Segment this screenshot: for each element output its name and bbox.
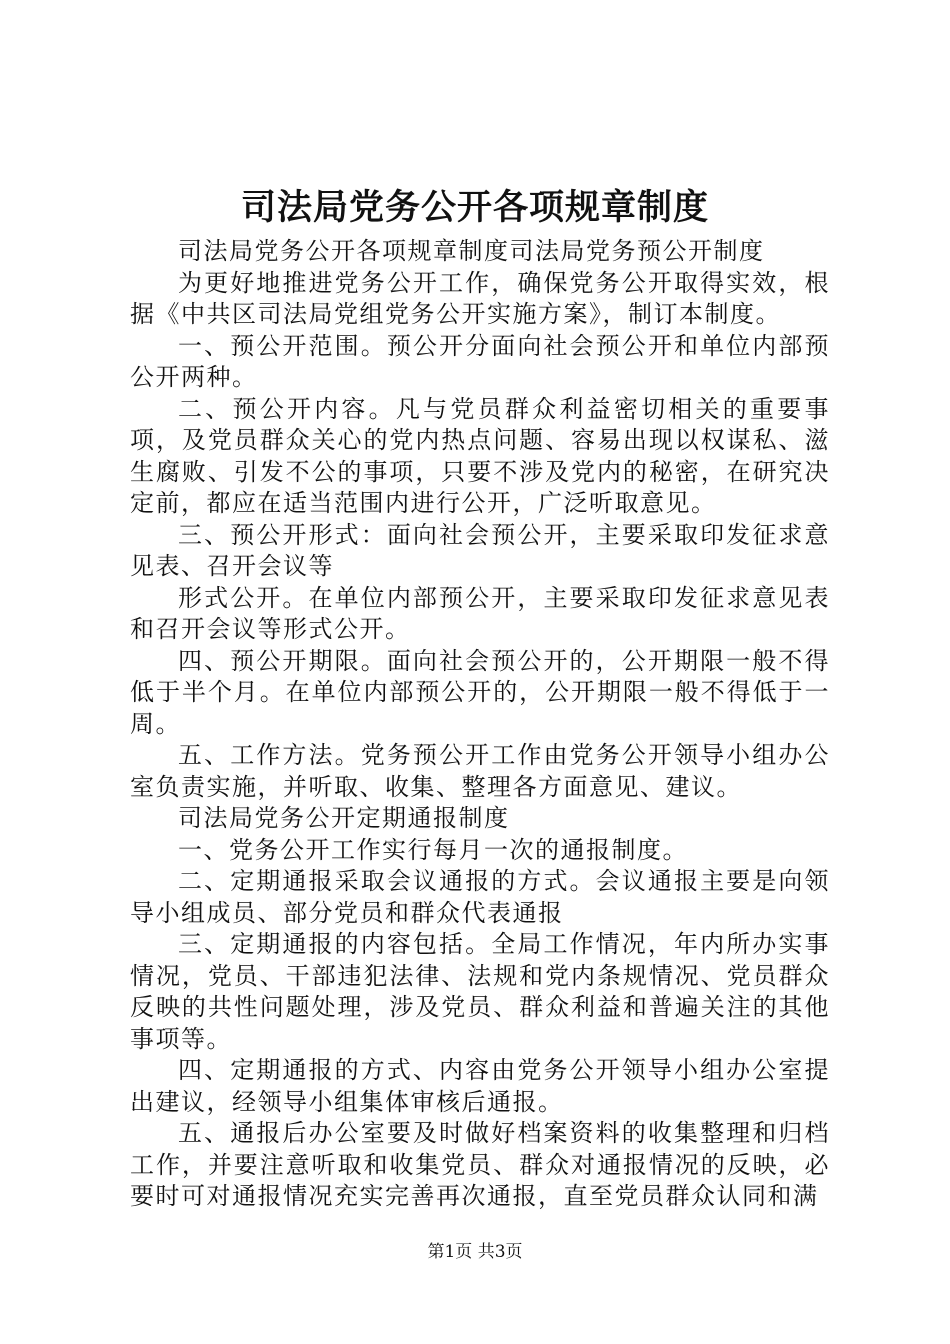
paragraph: 为更好地推进党务公开工作，确保党务公开取得实效，根据《中共区司法局党组党务公开实施方案》，制订本制度。 (130, 268, 830, 328)
document-title: 司法局党务公开各项规章制度 (240, 187, 709, 228)
paragraph: 二、预公开内容。凡与党员群众利益密切相关的重要事项，及党员群众关心的党内热点问题、容易出现以权谋私、滋生腐败、引发不公的事项，只要不涉及党内的秘密，在研究决定前，都应在适当范围内进行公开，广泛听取意见。 (130, 394, 830, 517)
paragraph: 形式公开。在单位内部预公开，主要采取印发征求意见表和召开会议等形式公开。 (130, 583, 830, 643)
paragraph: 司法局党务公开定期通报制度 (178, 804, 510, 832)
paragraph: 司法局党务公开各项规章制度司法局党务预公开制度 (178, 237, 765, 265)
paragraph: 五、通报后办公室要及时做好档案资料的收集整理和归档工作，并要注意听取和收集党员、群众对通报情况的反映，必要时可对通报情况充实完善再次通报，直至党员群众认同和满 (130, 1119, 830, 1210)
paragraph: 三、预公开形式：面向社会预公开，主要采取印发征求意见表、召开会议等 (130, 520, 830, 580)
paragraph: 四、定期通报的方式、内容由党务公开领导小组办公室提出建议，经领导小组集体审核后通报。 (130, 1056, 830, 1116)
paragraph: 五、工作方法。党务预公开工作由党务公开领导小组办公室负责实施，并听取、收集、整理各方面意见、建议。 (130, 741, 830, 801)
paragraph: 一、党务公开工作实行每月一次的通报制度。 (178, 835, 688, 864)
page-number-footer: 第1页 共3页 (427, 1242, 523, 1262)
document-body (130, 236, 830, 1213)
paragraph: 一、预公开范围。预公开分面向社会预公开和单位内部预公开两种。 (130, 331, 830, 391)
paragraph: 二、定期通报采取会议通报的方式。会议通报主要是向领导小组成员、部分党员和群众代表通报 (130, 867, 830, 927)
paragraph: 三、定期通报的内容包括。全局工作情况，年内所办实事情况，党员、干部违犯法律、法规和党内条规情况、党员群众反映的共性问题处理，涉及党员、群众利益和普遍关注的其他事项等。 (130, 930, 830, 1053)
paragraph: 四、预公开期限。面向社会预公开的，公开期限一般不得低于半个月。在单位内部预公开的，公开期限一般不得低于一周。 (130, 646, 830, 738)
